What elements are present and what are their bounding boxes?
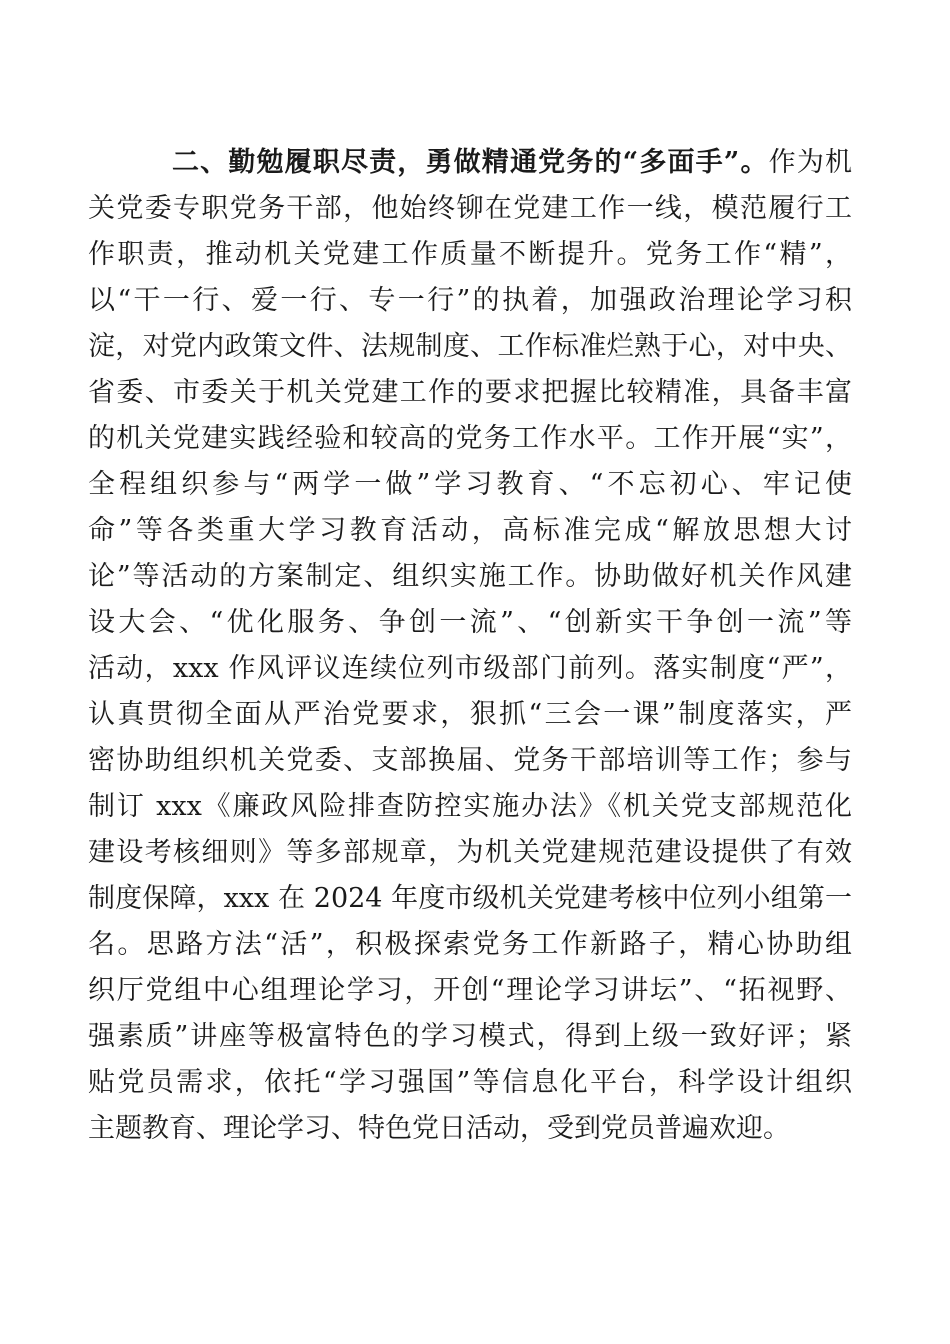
paragraph-line: 以“干一行、爱一行、专一行”的执着，加强政治理论学习积	[88, 285, 852, 316]
paragraph-line: 名。思路方法“活”，积极探索党务工作新路子，精心协助组	[88, 929, 852, 960]
section-heading: 二、勤勉履职尽责，勇做精通党务的“多面手”。	[172, 147, 769, 178]
paragraph-line: 的机关党建实践经验和较高的党务工作水平。工作开展“实”，	[88, 423, 852, 454]
paragraph-line: 活动，xxx 作风评议连续位列市级部门前列。落实制度“严”，	[88, 653, 852, 684]
paragraph-line: 密协助组织机关党委、支部换届、党务干部培训等工作；参与	[88, 745, 852, 776]
paragraph-line: 设大会、“优化服务、争创一流”、“创新实干争创一流”等	[88, 607, 852, 638]
paragraph-line: 强素质”讲座等极富特色的学习模式，得到上级一致好评；紧	[88, 1021, 852, 1052]
paragraph-line: 关党委专职党务干部，他始终铆在党建工作一线，模范履行工	[88, 193, 852, 224]
paragraph-line: 贴党员需求，依托“学习强国”等信息化平台，科学设计组织	[88, 1067, 852, 1098]
paragraph-line: 建设考核细则》等多部规章，为机关党建规范建设提供了有效	[88, 837, 852, 868]
body-paragraph	[88, 140, 852, 1152]
paragraph-line-1	[172, 140, 852, 186]
paragraph-line: 认真贯彻全面从严治党要求，狠抓“三会一课”制度落实，严	[88, 699, 852, 730]
paragraph-line: 作职责，推动机关党建工作质量不断提升。党务工作“精”，	[88, 239, 852, 270]
heading-tail: 作为机	[768, 147, 852, 178]
paragraph-line: 省委、市委关于机关党建工作的要求把握比较精准，具备丰富	[88, 377, 852, 408]
paragraph-line: 织厅党组中心组理论学习，开创“理论学习讲坛”、“拓视野、	[88, 975, 852, 1006]
paragraph-line: 制度保障，xxx 在 2024 年度市级机关党建考核中位列小组第一	[88, 883, 852, 914]
paragraph-line-last: 主题教育、理论学习、特色党日活动，受到党员普遍欢迎。	[88, 1113, 790, 1144]
paragraph-line: 论”等活动的方案制定、组织实施工作。协助做好机关作风建	[88, 561, 852, 592]
paragraph-line: 淀，对党内政策文件、法规制度、工作标准烂熟于心，对中央、	[88, 331, 852, 362]
paragraph-line: 制订 xxx《廉政风险排查防控实施办法》《机关党支部规范化	[88, 791, 852, 822]
paragraph-line: 命”等各类重大学习教育活动，高标准完成“解放思想大讨	[88, 515, 852, 546]
paragraph-line: 全程组织参与“两学一做”学习教育、“不忘初心、牢记使	[88, 469, 852, 500]
